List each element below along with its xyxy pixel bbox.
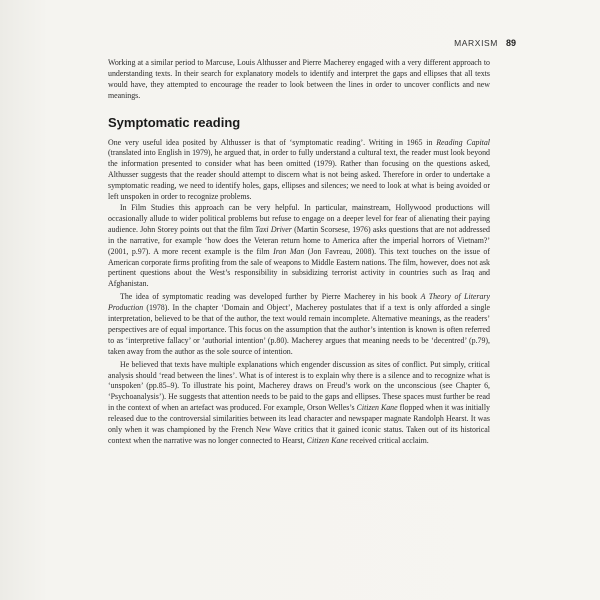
paragraph-2 bbox=[108, 203, 490, 290]
paragraph-2-text-c: (Martin Scorsese, 1976) asks questions that are not addressed in the narrative, for example ‘how does the Veteran return home to America after the imperial horrors of Vietnam?’ (2001, p.97). A more recent example is the film bbox=[108, 224, 491, 256]
page-number: 89 bbox=[505, 38, 516, 48]
running-head bbox=[418, 38, 516, 48]
paragraph-4-title-citizen-kane-2: Citizen Kane bbox=[306, 436, 348, 445]
page-body bbox=[108, 58, 490, 447]
paragraph-2-title-taxi-driver: Taxi Driver bbox=[255, 224, 292, 234]
paragraph-4-text-a: He believed that texts have multiple explanations which engender discussion as sites of conflict. Put simply, critical analysis should ‘read between the lines’. What is of interest is to explain why there is a silence and to recognize what is ‘unspoken’ (pp.85–9). To illustrate his point, Macherey draws on Freud’s work on the unconscious (see Chapter 6, ‘Psychoanalysis’). He suggests that attention needs to be paid to the gaps and ellipses. These spaces must further be read in the context of when an artefact was produced. For example, Orson Welles’s bbox=[108, 359, 490, 413]
paragraph-1-text-a: One very useful idea posited by Althusser is that of ‘symptomatic reading’. Writing in 1965 in bbox=[108, 137, 437, 147]
paragraph-1 bbox=[108, 138, 490, 203]
paragraph-1-title-reading-capital: Reading Capital bbox=[436, 137, 490, 147]
paragraph-3-text-a: The idea of symptomatic reading was developed further by Pierre Macherey in his book bbox=[120, 292, 421, 302]
paragraph-4-text-e: received critical acclaim. bbox=[347, 436, 429, 445]
section-heading: Symptomatic reading bbox=[108, 114, 241, 130]
paragraph-2-title-iron-man: Iron Man bbox=[273, 246, 305, 256]
paragraph-4-title-citizen-kane: Citizen Kane bbox=[356, 403, 398, 413]
paragraph-3 bbox=[108, 292, 490, 357]
paragraph-1-text-c: (translated into English in 1979), he argued that, in order to fully understand a cultural text, the reader must look beyond the information presented to consider what has been omitted (1979). Rather than focusing on the questions asked, Althusser suggests that the reader should attempt to discern what is not being asked. Therefore in order to undertake a symptomatic reading, we need to identify holes, gaps, ellipses and silences; we need to look at what is being avoided or left unspoken in order to recognize problems. bbox=[108, 148, 490, 202]
paragraph-2-text-a: In Film Studies this approach can be very helpful. In particular, mainstream, Hollywood productions will occasionally allude to wider political problems but refuse to engage on a deeper level for fear of alienating their paying audience. John Storey points out that the film bbox=[108, 202, 490, 234]
paragraph-3-text-c: (1978). In the chapter ‘Domain and Object’, Macherey postulates that if a text is only afforded a single interpretation, believed to be that of the author, the text would remain incomplete. Alternative meanings, as the readers’ perspectives are of equal importance. This focus on the assumption that the author’s intention is known is often referred to as ‘interpretive fallacy’ or ‘authorial intention’ (p.80). Macherey argues that meaning needs to be ‘decentred’ (p.79), taken away from the author as the sole source of intention. bbox=[108, 303, 490, 356]
paragraph-4 bbox=[108, 360, 490, 447]
running-head-section: MARXISM bbox=[454, 38, 498, 48]
intro-paragraph: Working at a similar period to Marcuse, Louis Althusser and Pierre Macherey engaged with a very different approach to understanding texts. In their search for explanatory models to identify and interpret the gaps and ellipses that all texts would have, they attempted to encourage the reader to look between the lines in order to uncover conflicts and new meanings. bbox=[108, 58, 490, 100]
paragraph-3-title-theory-of-literary-production: A Theory of Literary Production bbox=[108, 292, 491, 313]
paragraph-4-text-c: flopped when it was initially released due to the controversial similarities between its lead character and newspaper magnate Randolph Hearst. It was only when it was championed by the French New Wave critics that it gained iconic status. Taken out of its historical context when the narrative was no longer connected to Hearst, bbox=[108, 403, 490, 445]
paragraph-2-text-e: (Jon Favreau, 2008). This text touches on the issue of American corporate firms profiting from the sale of weapons to Middle Eastern nations. The film, however, does not ask pertinent questions about the West’s responsibility in subsidizing terrorist activity in countries such as Iraq and Afghanistan. bbox=[108, 246, 490, 289]
